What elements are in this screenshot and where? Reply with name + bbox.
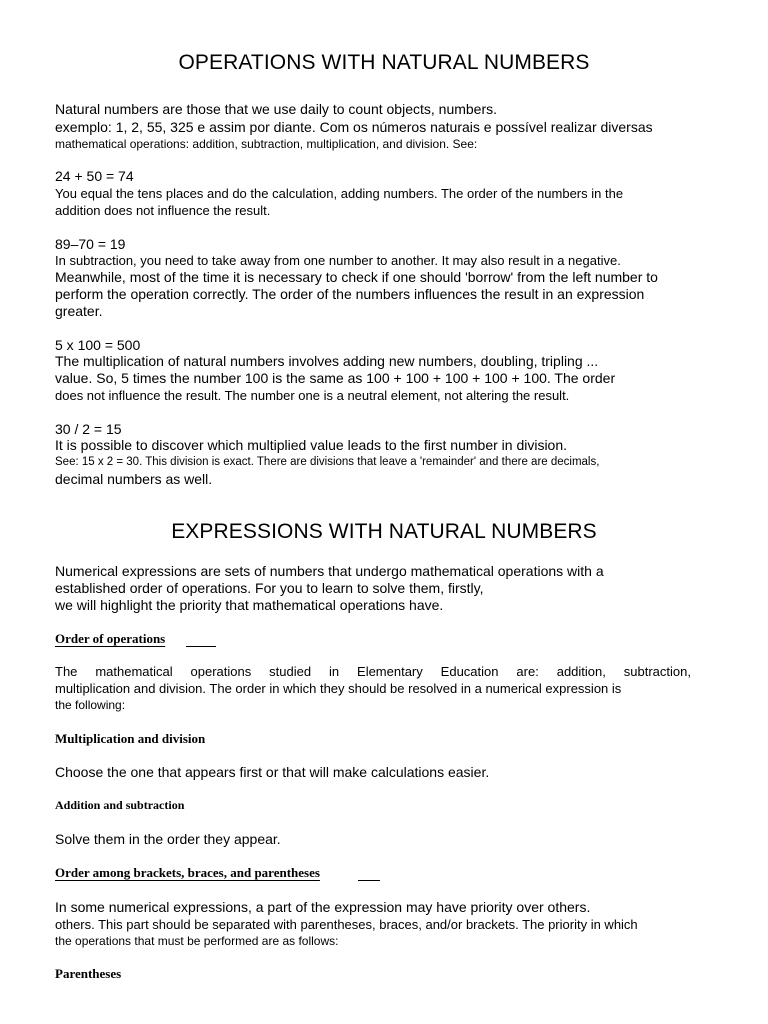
expressions-line-1: Numerical expressions are sets of numbers that undergo mathematical operations with a	[55, 563, 604, 579]
addition-line-1: You equal the tens places and do the calculation, adding numbers. The order of the numbers in the	[55, 186, 624, 201]
brackets-line-3: the operations that must be performed are as follows:	[55, 934, 339, 948]
subtraction-equation: 89–70 = 19	[55, 236, 126, 252]
multiplication-line-1: The multiplication of natural numbers involves adding new numbers, doubling, tripling ...	[55, 353, 599, 369]
parentheses-heading: Parentheses	[55, 966, 122, 981]
order-of-operations-heading: Order of operations	[55, 631, 166, 646]
expressions-line-3: we will highlight the priority that mathematical operations have.	[55, 597, 444, 613]
mult-div-text: Choose the one that appears first or that will make calculations easier.	[55, 764, 490, 780]
division-equation: 30 / 2 = 15	[55, 421, 122, 437]
mult-div-heading: Multiplication and division	[55, 731, 206, 746]
division-line-2: See: 15 x 2 = 30. This division is exact. There are divisions that leave a 'remainder' and there are decimals,	[55, 456, 600, 468]
intro-line-2: exemplo: 1, 2, 55, 325 e assim por diante. Com os números naturais e possível realizar diversas	[55, 119, 653, 135]
intro-line-3: mathematical operations: addition, subtraction, multiplication, and division. See:	[55, 137, 478, 151]
brackets-line-2: others. This part should be separated with parentheses, braces, and/or brackets. The priority in which	[55, 917, 638, 932]
multiplication-line-3: does not influence the result. The number one is a neutral element, not altering the result.	[55, 388, 570, 403]
multiplication-line-2: value. So, 5 times the number 100 is the same as 100 + 100 + 100 + 100 + 100. The order	[55, 370, 616, 386]
addition-line-2: addition does not influence the result.	[55, 203, 271, 218]
heading-underline-extension	[186, 646, 216, 647]
order-of-operations-line-2: multiplication and division. The order in which they should be resolved in a numerical expression is	[55, 681, 622, 696]
subtraction-line-4: greater.	[55, 303, 103, 319]
addition-equation: 24 + 50 = 74	[55, 168, 134, 184]
add-sub-text: Solve them in the order they appear.	[55, 831, 281, 847]
intro-line-1: Natural numbers are those that we use daily to count objects, numbers.	[55, 101, 498, 117]
order-of-operations-line-1: The mathematical operations studied in Elementary Education are: addition, subtraction,	[55, 664, 691, 679]
operations-title: OPERATIONS WITH NATURAL NUMBERS	[178, 51, 590, 74]
subtraction-line-2: Meanwhile, most of the time it is necessary to check if one should 'borrow' from the left number to	[55, 269, 658, 285]
division-line-3: decimal numbers as well.	[55, 471, 213, 487]
subtraction-line-1: In subtraction, you need to take away from one number to another. It may also result in a negative.	[55, 253, 621, 268]
multiplication-equation: 5 x 100 = 500	[55, 337, 141, 353]
order-of-operations-line-3: the following:	[55, 698, 126, 712]
brackets-line-1: In some numerical expressions, a part of the expression may have priority over others.	[55, 899, 591, 915]
heading-underline-extension	[358, 880, 380, 881]
expressions-line-2: established order of operations. For you to learn to solve them, firstly,	[55, 580, 484, 596]
expressions-title: EXPRESSIONS WITH NATURAL NUMBERS	[171, 520, 597, 543]
division-line-1: It is possible to discover which multiplied value leads to the first number in division.	[55, 437, 568, 453]
subtraction-line-3: perform the operation correctly. The order of the numbers influences the result in an expression	[55, 286, 645, 302]
brackets-heading: Order among brackets, braces, and parentheses	[55, 865, 320, 880]
add-sub-heading: Addition and subtraction	[55, 798, 185, 812]
